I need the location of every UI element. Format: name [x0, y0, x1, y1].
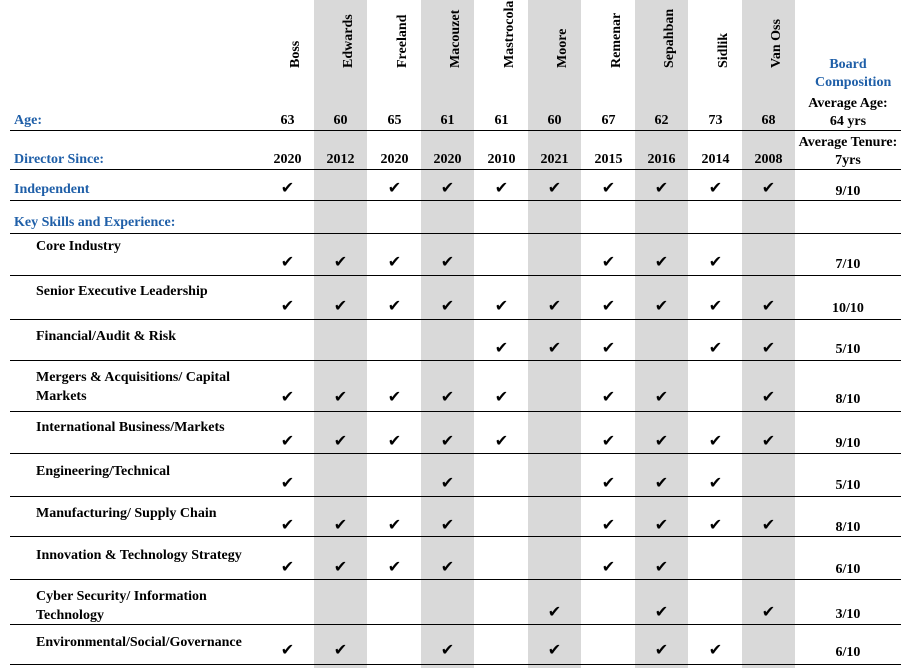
- director-name: Sepahban: [661, 8, 677, 68]
- age-value: 65: [387, 113, 402, 128]
- skill-total: 8/10: [835, 392, 861, 407]
- check-mark: ✔: [440, 557, 455, 576]
- check-mark: ✔: [601, 431, 616, 450]
- director-since-value: 2008: [754, 152, 783, 167]
- check-mark: ✔: [387, 252, 402, 271]
- check-mark: ✔: [440, 252, 455, 271]
- check-mark: ✔: [387, 515, 402, 534]
- check-mark: ✔: [280, 515, 295, 534]
- board-composition-header: Board Composition: [815, 57, 892, 90]
- rule: [10, 411, 901, 412]
- check-mark: ✔: [333, 640, 348, 659]
- check-mark: ✔: [761, 178, 776, 197]
- average-tenure: Average Tenure: 7yrs: [798, 135, 898, 168]
- check-mark: ✔: [547, 640, 562, 659]
- rule: [10, 200, 901, 201]
- check-mark: ✔: [547, 296, 562, 315]
- skill-label: Core Industry: [36, 239, 121, 254]
- check-mark: ✔: [654, 178, 669, 197]
- check-mark: ✔: [601, 515, 616, 534]
- director-since-value: 2020: [380, 152, 409, 167]
- age-label: Age:: [14, 113, 42, 128]
- director-since-label: Director Since:: [14, 152, 105, 167]
- director-name: Mastrocola: [501, 0, 517, 68]
- skill-total: 3/10: [835, 607, 861, 622]
- director-name: Moore: [554, 28, 570, 68]
- rule: [10, 360, 901, 361]
- skill-total: 6/10: [835, 645, 861, 660]
- key-skills-heading: Key Skills and Experience:: [14, 215, 176, 230]
- director-since-value: 2015: [594, 152, 623, 167]
- check-mark: ✔: [601, 557, 616, 576]
- rule: [10, 453, 901, 454]
- director-name: Sidlik: [715, 32, 731, 68]
- rule: [10, 579, 901, 580]
- check-mark: ✔: [440, 178, 455, 197]
- skill-total: 6/10: [835, 562, 861, 577]
- check-mark: ✔: [761, 431, 776, 450]
- skill-label: International Business/Markets: [36, 420, 225, 435]
- independent-label: Independent: [14, 182, 90, 197]
- check-mark: ✔: [494, 296, 509, 315]
- check-mark: ✔: [333, 252, 348, 271]
- check-mark: ✔: [440, 387, 455, 406]
- skill-total: 5/10: [835, 342, 861, 357]
- check-mark: ✔: [654, 296, 669, 315]
- director-since-value: 2020: [433, 152, 462, 167]
- age-value: 73: [708, 113, 723, 128]
- skill-total: 7/10: [835, 257, 861, 272]
- check-mark: ✔: [387, 557, 402, 576]
- average-age-value: 64 yrs: [829, 114, 867, 129]
- rule: [10, 536, 901, 537]
- check-mark: ✔: [440, 473, 455, 492]
- check-mark: ✔: [654, 431, 669, 450]
- check-mark: ✔: [547, 178, 562, 197]
- check-mark: ✔: [387, 296, 402, 315]
- check-mark: ✔: [494, 431, 509, 450]
- check-mark: ✔: [333, 387, 348, 406]
- skill-total: 9/10: [835, 436, 861, 451]
- check-mark: ✔: [761, 515, 776, 534]
- check-mark: ✔: [494, 387, 509, 406]
- skill-label: Financial/Audit & Risk: [36, 329, 177, 344]
- check-mark: ✔: [654, 252, 669, 271]
- check-mark: ✔: [387, 431, 402, 450]
- check-mark: ✔: [654, 557, 669, 576]
- check-mark: ✔: [708, 178, 723, 197]
- check-mark: ✔: [601, 178, 616, 197]
- skill-label: Environmental/Social/Governance: [36, 635, 242, 650]
- check-mark: ✔: [761, 296, 776, 315]
- check-mark: ✔: [654, 640, 669, 659]
- rule: [10, 664, 901, 665]
- check-mark: ✔: [280, 557, 295, 576]
- check-mark: ✔: [708, 473, 723, 492]
- rule: [10, 496, 901, 497]
- column-shade-van-oss: [742, 0, 795, 668]
- check-mark: ✔: [494, 178, 509, 197]
- director-since-value: 2020: [273, 152, 302, 167]
- check-mark: ✔: [333, 431, 348, 450]
- check-mark: ✔: [280, 473, 295, 492]
- skill-label: Innovation & Technology Strategy: [36, 548, 242, 563]
- skill-label: Cyber Security/ Information Technology: [36, 589, 207, 623]
- rule: [10, 319, 901, 320]
- director-since-value: 2016: [647, 152, 676, 167]
- skill-label: Manufacturing/ Supply Chain: [36, 506, 217, 521]
- age-value: 61: [494, 113, 509, 128]
- check-mark: ✔: [708, 431, 723, 450]
- column-shade-moore: [528, 0, 581, 668]
- check-mark: ✔: [601, 387, 616, 406]
- age-value: 63: [280, 113, 295, 128]
- check-mark: ✔: [601, 338, 616, 357]
- age-value: 61: [440, 113, 455, 128]
- average-age-label: Average Age:: [808, 96, 888, 111]
- age-value: 67: [601, 113, 616, 128]
- check-mark: ✔: [333, 515, 348, 534]
- independent-total: 9/10: [835, 184, 861, 199]
- check-mark: ✔: [280, 387, 295, 406]
- director-since-value: 2012: [326, 152, 355, 167]
- director-since-value: 2010: [487, 152, 516, 167]
- director-since-value: 2014: [701, 152, 730, 167]
- director-name: Edwards: [340, 14, 356, 68]
- skill-label: Mergers & Acquisitions/ Capital Markets: [36, 370, 231, 404]
- director-name: Remenar: [608, 12, 624, 68]
- check-mark: ✔: [333, 296, 348, 315]
- rule: [10, 233, 901, 234]
- check-mark: ✔: [440, 515, 455, 534]
- skill-total: 5/10: [835, 478, 861, 493]
- director-since-value: 2021: [540, 152, 569, 167]
- check-mark: ✔: [654, 602, 669, 621]
- rule: [10, 130, 901, 131]
- check-mark: ✔: [708, 515, 723, 534]
- check-mark: ✔: [387, 178, 402, 197]
- check-mark: ✔: [708, 640, 723, 659]
- check-mark: ✔: [654, 515, 669, 534]
- check-mark: ✔: [708, 252, 723, 271]
- check-mark: ✔: [440, 431, 455, 450]
- check-mark: ✔: [761, 387, 776, 406]
- check-mark: ✔: [280, 178, 295, 197]
- age-value: 62: [654, 113, 669, 128]
- check-mark: ✔: [761, 338, 776, 357]
- age-value: 60: [333, 113, 348, 128]
- skill-label: Senior Executive Leadership: [36, 284, 208, 299]
- check-mark: ✔: [440, 640, 455, 659]
- age-value: 60: [547, 113, 562, 128]
- check-mark: ✔: [708, 338, 723, 357]
- rule: [10, 275, 901, 276]
- check-mark: ✔: [547, 338, 562, 357]
- check-mark: ✔: [440, 296, 455, 315]
- director-name: Macouzet: [447, 9, 463, 68]
- director-name: Van Oss: [768, 19, 784, 68]
- check-mark: ✔: [601, 296, 616, 315]
- check-mark: ✔: [280, 640, 295, 659]
- check-mark: ✔: [654, 473, 669, 492]
- check-mark: ✔: [280, 431, 295, 450]
- check-mark: ✔: [280, 296, 295, 315]
- check-mark: ✔: [333, 557, 348, 576]
- skill-total: 8/10: [835, 520, 861, 535]
- skill-label: Engineering/Technical: [36, 464, 171, 479]
- check-mark: ✔: [547, 602, 562, 621]
- skill-total: 10/10: [832, 301, 864, 316]
- check-mark: ✔: [761, 602, 776, 621]
- check-mark: ✔: [654, 387, 669, 406]
- check-mark: ✔: [494, 338, 509, 357]
- check-mark: ✔: [387, 387, 402, 406]
- director-name: Boss: [287, 40, 303, 68]
- age-value: 68: [761, 113, 776, 128]
- rule: [10, 169, 901, 170]
- director-name: Freeland: [394, 14, 410, 68]
- check-mark: ✔: [601, 473, 616, 492]
- check-mark: ✔: [280, 252, 295, 271]
- check-mark: ✔: [708, 296, 723, 315]
- check-mark: ✔: [601, 252, 616, 271]
